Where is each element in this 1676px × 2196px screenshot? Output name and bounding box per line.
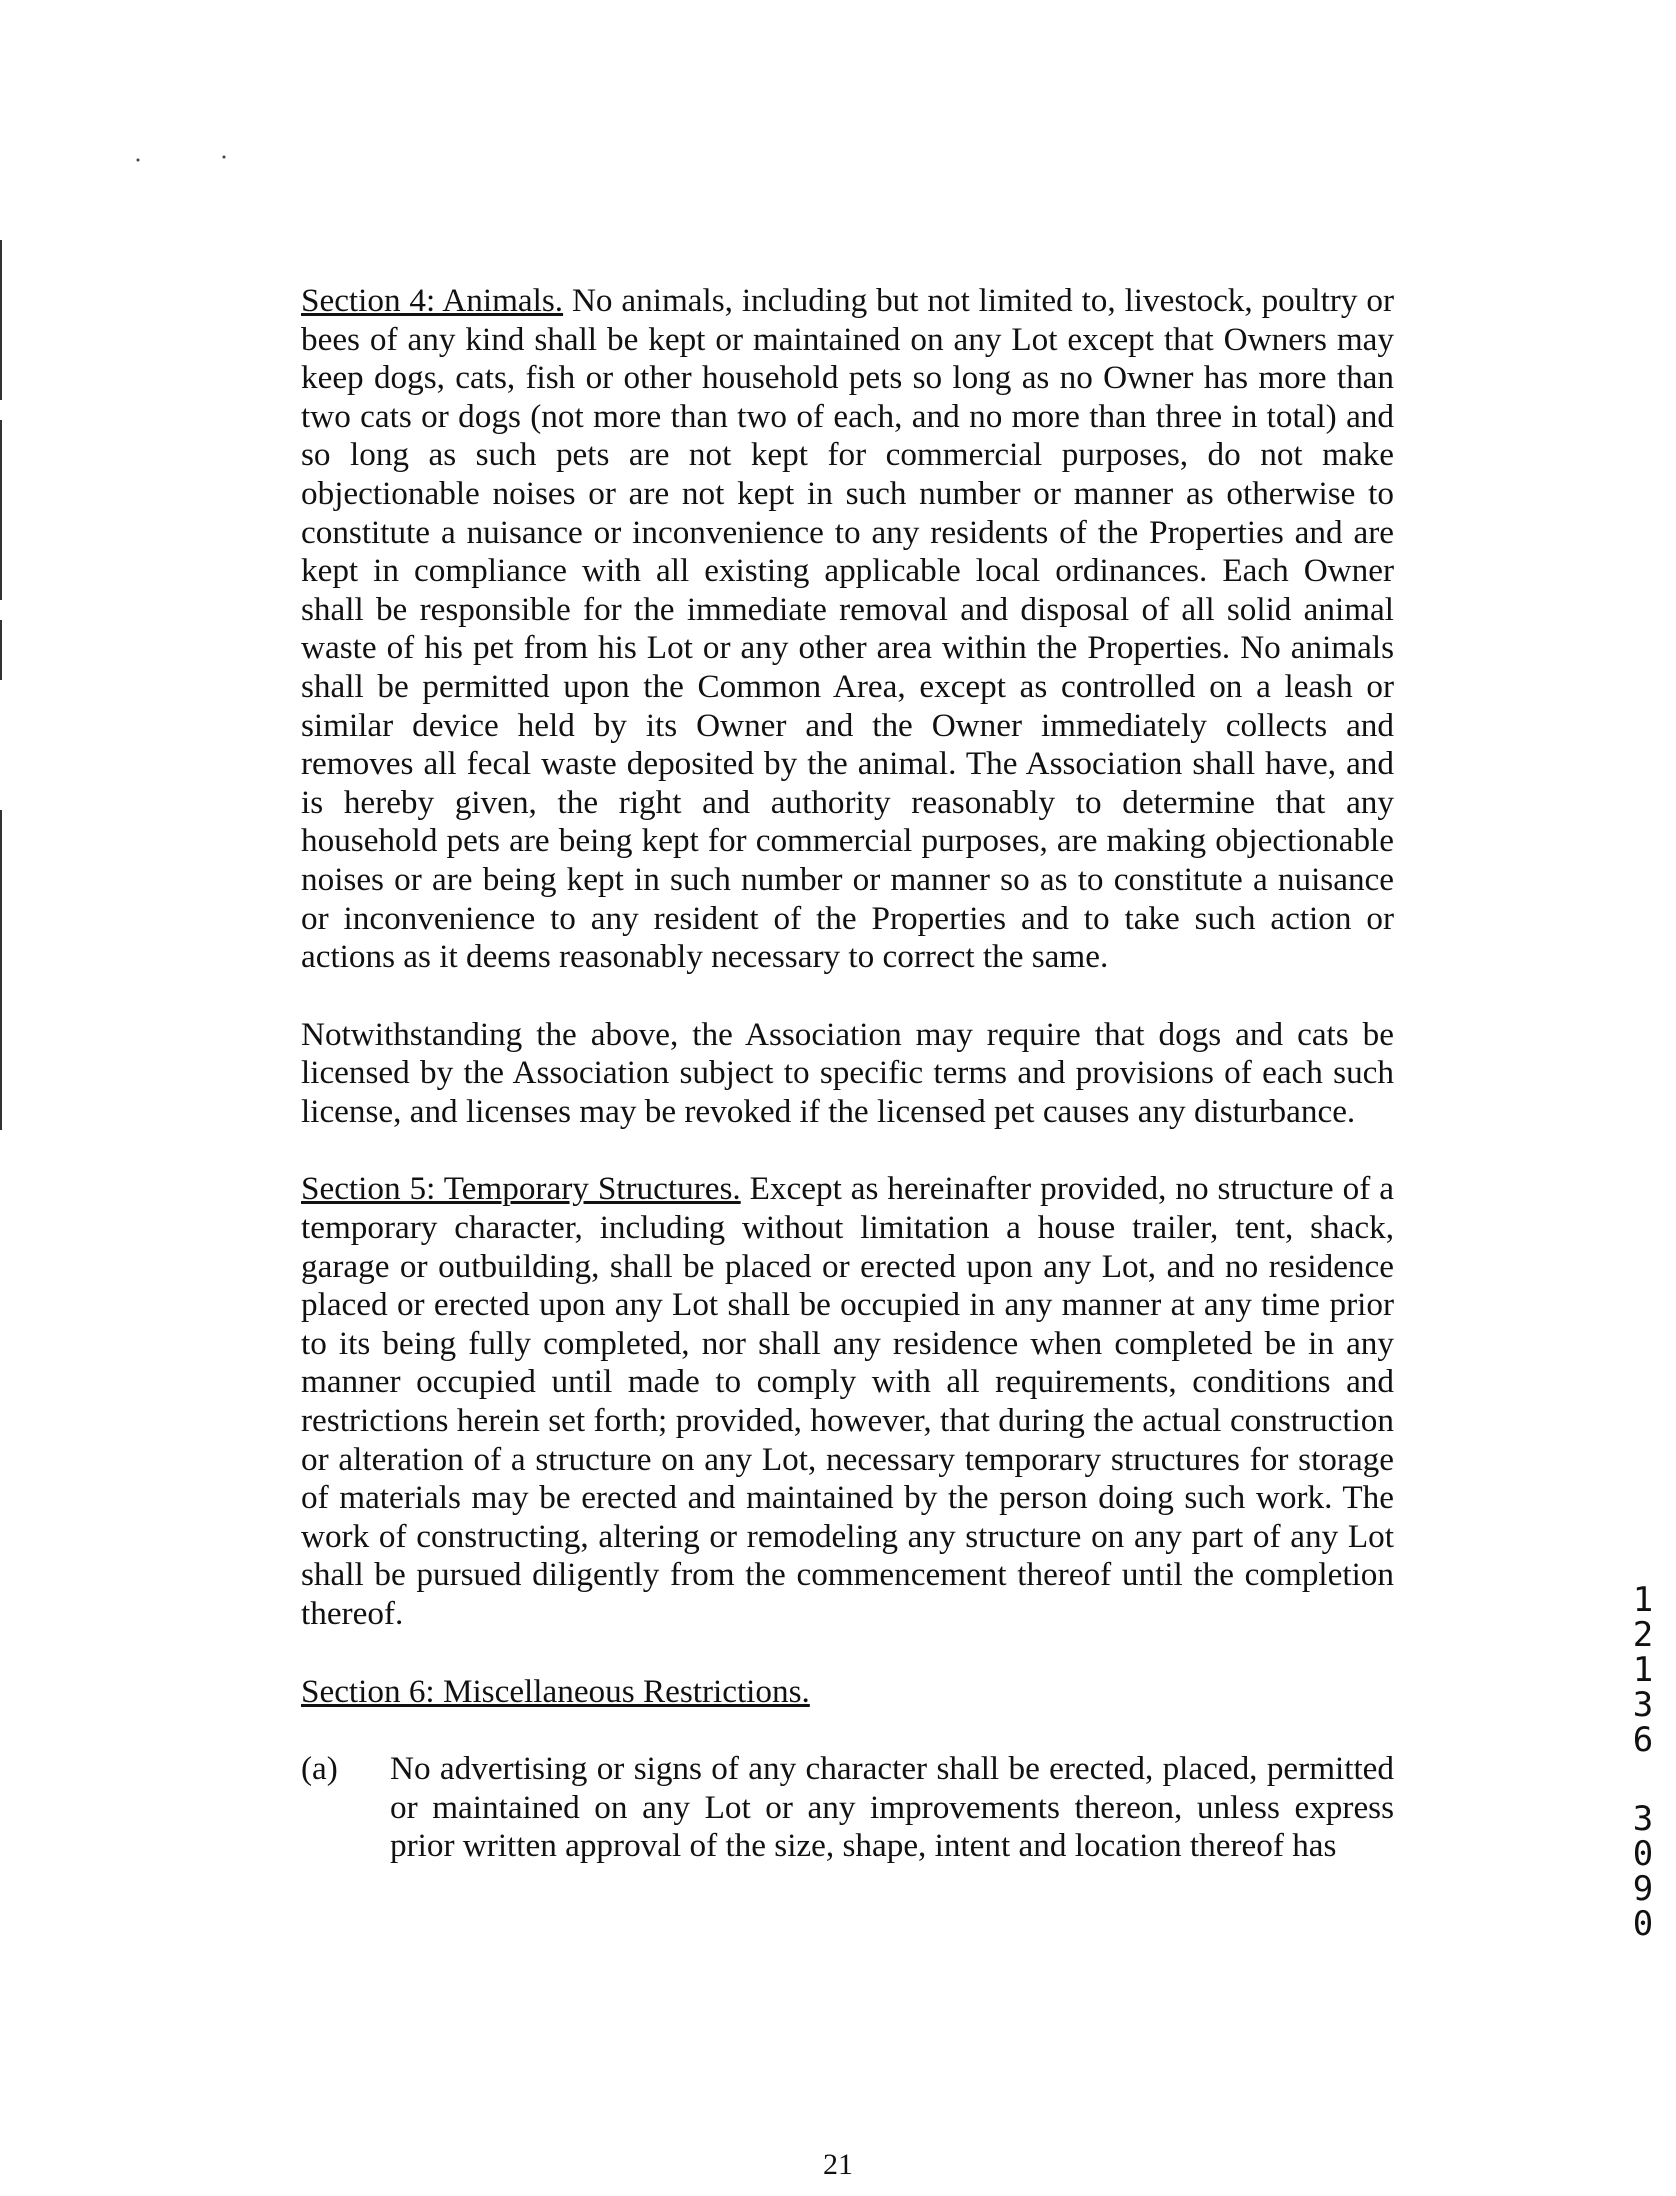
stamp-digit: 1 — [1632, 1650, 1654, 1690]
section-5-heading: Section 5: Temporary Structures. — [301, 1170, 741, 1208]
stamp-digit: 9 — [1632, 1869, 1654, 1909]
list-item — [301, 1750, 1394, 1866]
section-4-paragraph — [301, 282, 1394, 977]
stamp-digit: 1 — [1632, 1580, 1654, 1620]
document-body — [301, 282, 1394, 1866]
section-4-text: No animals, including but not limited to, livestock, poultry or bees of any kind shall be kept or maintained on any Lot except that Owners may keep dogs, cats, fish or other household pets so long as no Owner has more than two cats or dogs (not more than two of each, and no more than three in total) and so long as such pets are not kept for commercial purposes, do not make objectionable noises or are not kept in such number or manner as otherwise to constitute a nuisance or inconvenience to any residents of the Properties and are kept in compliance with all existing applicable local ordinances. Each Owner shall be responsible for the immediate removal and disposal of all solid animal waste of his pet from his Lot or any other area within the Properties. No animals shall be permitted upon the Common Area, except as controlled on a leash or similar device held by its Owner and the Owner immediately collects and removes all fecal waste deposited by the animal. The Association shall have, and is hereby given, the right and authority reasonably to determine that any household pets are being kept for commercial purposes, are making objectionable noises or are being kept in such number or manner so as to constitute a nuisance or inconvenience to any resident of the Properties and to take such action or actions as it deems reasonably necessary to correct the same. — [301, 282, 1394, 976]
stamp-digit: 3 — [1632, 1685, 1654, 1725]
section-6-heading: Section 6: Miscellaneous Restrictions. — [301, 1672, 810, 1710]
section-4-heading: Section 4: Animals. — [301, 282, 564, 319]
stamp-digit: 3 — [1632, 1799, 1654, 1839]
list-item-text: No advertising or signs of any character shall be erected, placed, permitted or maintained on any Lot or any improvements thereon, unless express prior written approval of the size, shape, intent and location thereof has — [390, 1750, 1394, 1865]
stamp-digit: 2 — [1632, 1615, 1654, 1655]
scan-edge-mark — [0, 620, 2, 680]
recording-stamp-group-2 — [1628, 1799, 1658, 1944]
recording-stamp-group-1 — [1628, 1580, 1658, 1760]
stamp-digit: 6 — [1632, 1720, 1654, 1760]
list-item-label: (a) — [301, 1750, 338, 1788]
scan-edge-mark — [0, 810, 2, 1130]
stamp-digit: 0 — [1632, 1834, 1654, 1874]
section-6-heading-line — [301, 1673, 1394, 1712]
scan-edge-mark — [0, 420, 2, 600]
page-number: 21 — [823, 2148, 853, 2181]
section-5-paragraph — [301, 1170, 1394, 1633]
stamp-digit: 0 — [1632, 1904, 1654, 1944]
notwithstanding-paragraph: Notwithstanding the above, the Association may require that dogs and cats be licensed by the Association subject to specific terms and provisions of each such license, and licenses may be revoked if the licensed pet causes any disturbance. — [301, 1015, 1394, 1130]
scan-edge-mark — [0, 240, 2, 400]
section-5-text: Except as hereinafter provided, no structure of a temporary character, including without limitation a house trailer, tent, shack, garage or outbuilding, shall be placed or erected upon any Lot, and no residence placed or erected upon any Lot shall be occupied in any manner at any time prior to its being fully completed, nor shall any residence when completed be in any manner occupied until made to comply with all requirements, conditions and restrictions herein set forth; provided, however, that during the actual construction or alteration of a structure on any Lot, necessary temporary structures for storage of materials may be erected and maintained by the person doing such work. The work of constructing, altering or remodeling any structure on any part of any Lot shall be pursued diligently from the commencement thereof until the completion thereof. — [301, 1170, 1394, 1632]
